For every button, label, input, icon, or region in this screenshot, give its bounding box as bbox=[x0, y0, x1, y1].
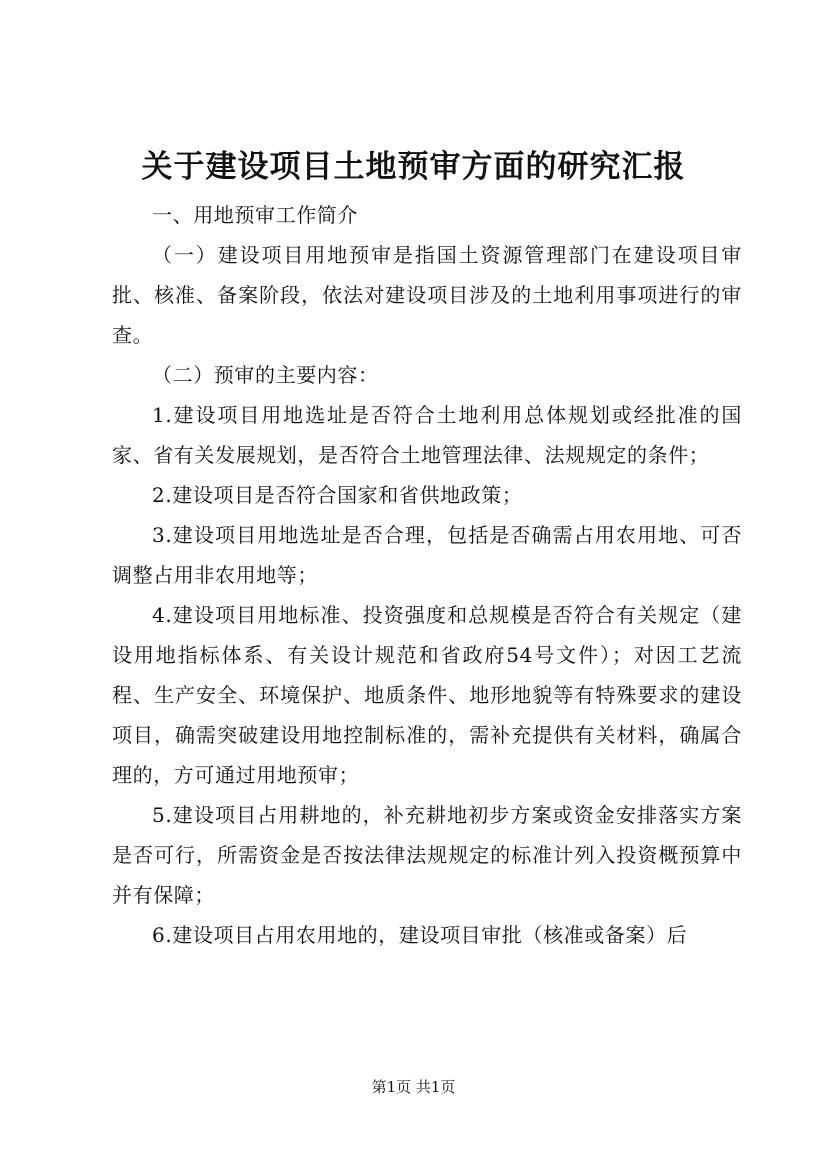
page-footer: 第1页 共1页 bbox=[371, 1078, 456, 1096]
paragraph: 5.建设项目占用耕地的，补充耕地初步方案或资金安排落实方案是否可行，所需资金是否按法律法规规定的标准计列入投资概预算中并有保障； bbox=[112, 803, 742, 907]
paragraph: 3.建设项目用地选址是否合理，包括是否确需占用农用地、可否调整占用非农用地等； bbox=[112, 523, 742, 587]
section-heading: 一、用地预审工作简介 bbox=[152, 203, 358, 227]
document-body bbox=[112, 195, 742, 955]
paragraph: 1.建设项目用地选址是否符合土地利用总体规划或经批准的国家、省有关发展规划，是否符合土地管理法律、法规规定的条件； bbox=[112, 403, 742, 467]
paragraph: 2.建设项目是否符合国家和省供地政策； bbox=[152, 483, 523, 507]
paragraph: 6.建设项目占用农用地的，建设项目审批（核准或备案）后 bbox=[152, 923, 688, 947]
paragraph: （二）预审的主要内容： bbox=[152, 363, 379, 387]
paragraph: 4.建设项目用地标准、投资强度和总规模是否符合有关规定（建设用地指标体系、有关设计规范和省政府54号文件）；对因工艺流程、生产安全、环境保护、地质条件、地形地貌等有特殊要求的建设项目，确需突破建设用地控制标准的，需补充提供有关材料，确属合理的，方可通过用地预审； bbox=[112, 603, 742, 787]
paragraph: （一）建设项目用地预审是指国土资源管理部门在建设项目审批、核准、备案阶段，依法对建设项目涉及的土地利用事项进行的审查。 bbox=[112, 243, 742, 347]
document-title: 关于建设项目土地预审方面的研究汇报 bbox=[141, 149, 686, 185]
